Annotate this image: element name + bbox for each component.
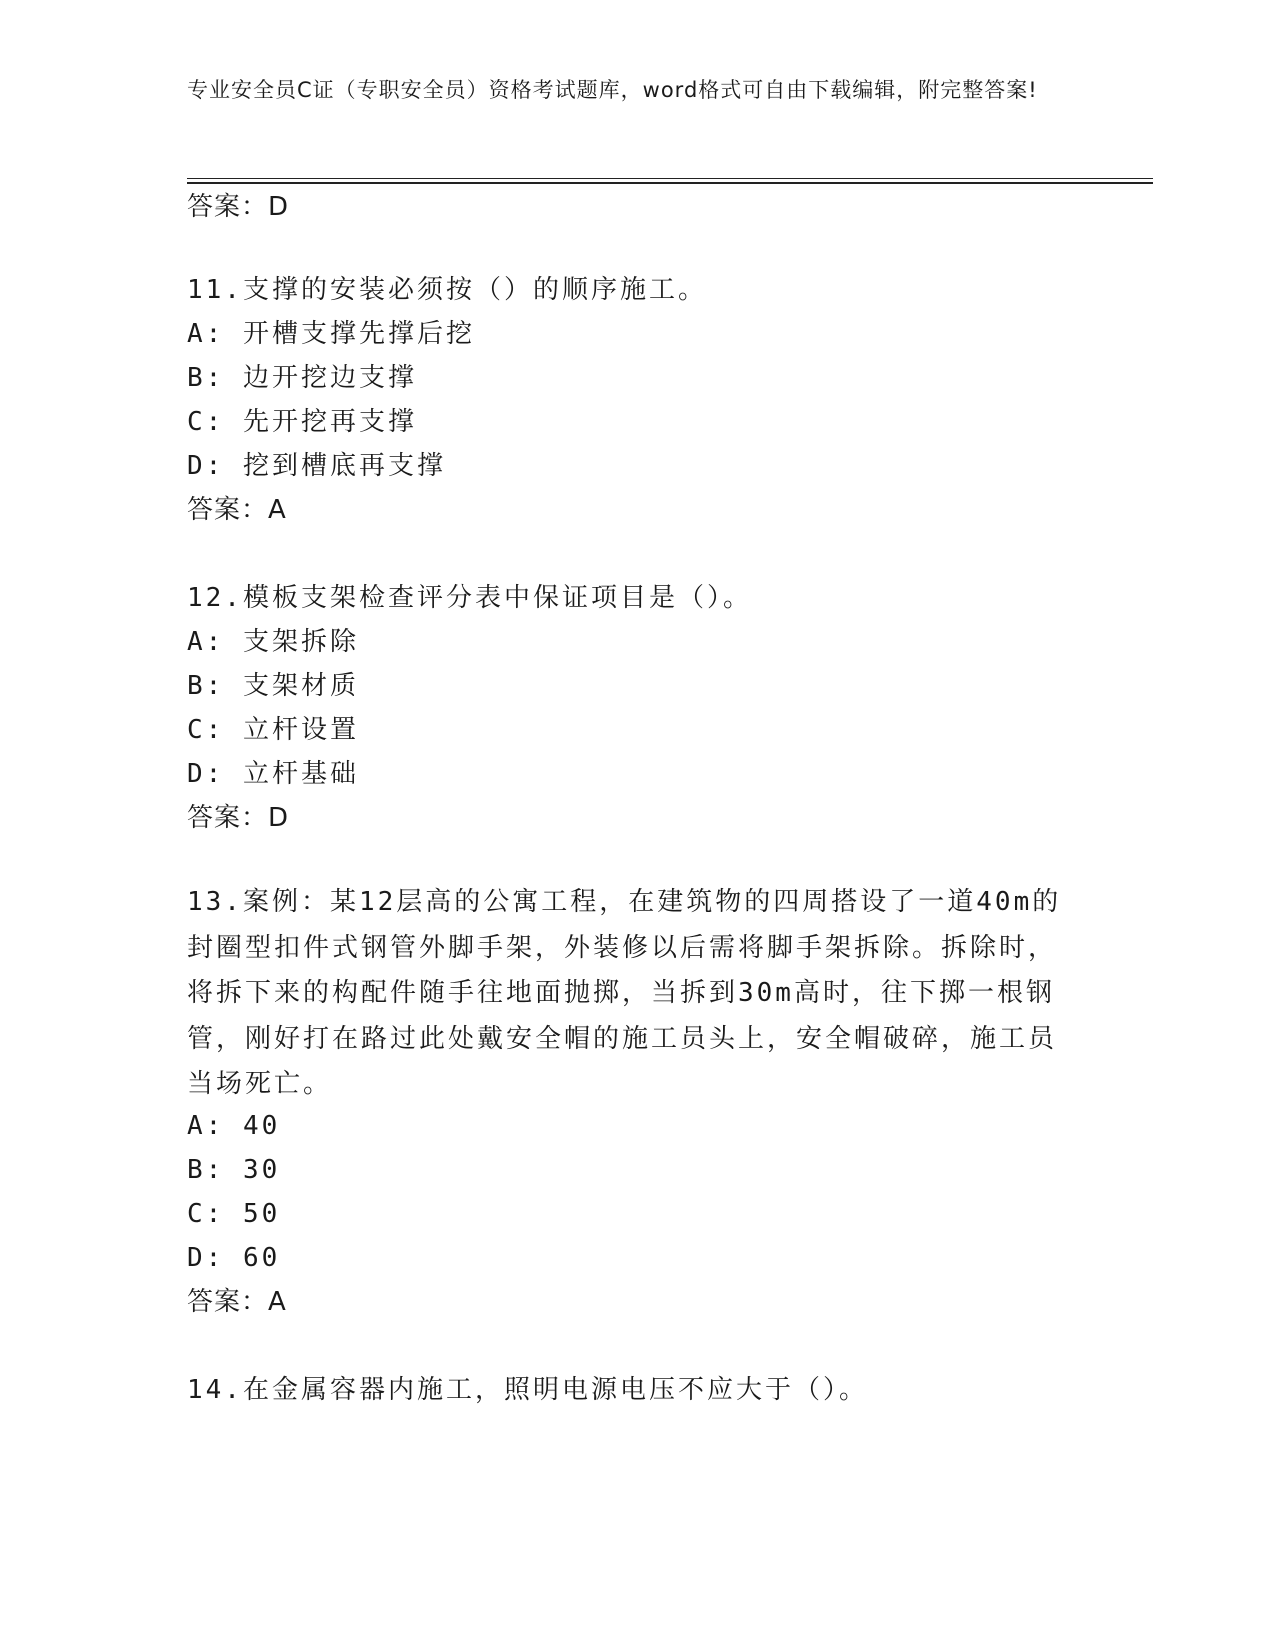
option-b: B: 30 xyxy=(187,1155,281,1185)
answer-line: 答案：D xyxy=(187,803,290,833)
option-a: A: 40 xyxy=(187,1111,281,1141)
option-a: A: 支架拆除 xyxy=(187,627,359,657)
question-stem: 11.支撑的安装必须按（）的顺序施工。 xyxy=(187,275,707,305)
question-stem: 13.案例：某12层高的公寓工程，在建筑物的四周搭设了一道40m的封圈型扣件式钢管外脚手架，外装修以后需将脚手架拆除。拆除时，将拆下来的构配件随手往地面抛掷，当拆到30m高时，往下掷一根钢管，刚好打在路过此处戴安全帽的施工员头上，安全帽破碎，施工员当场死亡。 xyxy=(187,887,1062,1099)
header-rule-thin xyxy=(187,178,1153,179)
answer-line: 答案：A xyxy=(187,1287,287,1317)
option-d: D: 挖到槽底再支撑 xyxy=(187,451,446,481)
option-d: D: 立杆基础 xyxy=(187,759,359,789)
option-c: C: 50 xyxy=(187,1199,281,1229)
answer-line: 答案：D xyxy=(187,192,290,222)
question-stem: 12.模板支架检查评分表中保证项目是（）。 xyxy=(187,583,752,613)
option-a: A: 开槽支撑先撑后挖 xyxy=(187,319,475,349)
answer-line: 答案：A xyxy=(187,495,287,525)
option-c: C: 先开挖再支撑 xyxy=(187,407,417,437)
option-b: B: 边开挖边支撑 xyxy=(187,363,417,393)
document-header: 专业安全员C证（专职安全员）资格考试题库，word格式可自由下载编辑，附完整答案! xyxy=(187,78,1038,102)
option-c: C: 立杆设置 xyxy=(187,715,359,745)
header-rule-thick xyxy=(187,182,1153,184)
option-b: B: 支架材质 xyxy=(187,671,359,701)
option-d: D: 60 xyxy=(187,1243,281,1273)
question-stem: 14.在金属容器内施工，照明电源电压不应大于（）。 xyxy=(187,1375,868,1405)
